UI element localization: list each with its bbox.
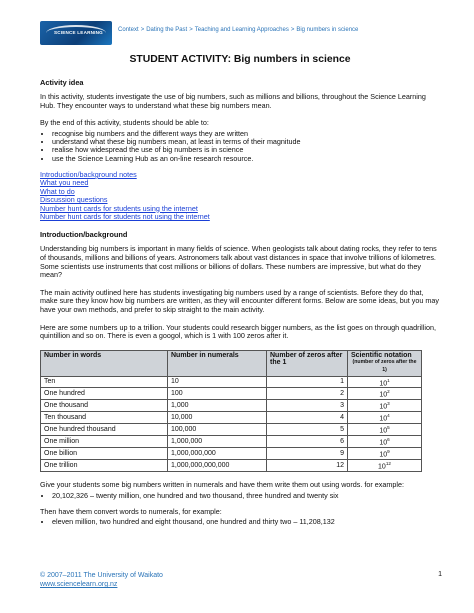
page-number: 1: [438, 571, 442, 578]
header-scientific-sublabel: (number of zeros after the 1): [352, 359, 417, 373]
sci-exponent: 4: [387, 413, 390, 419]
big-numbers-table: [40, 350, 422, 472]
sci-exponent: 2: [387, 389, 390, 395]
table-row: [41, 436, 422, 448]
cell-zeros: 4: [267, 412, 348, 424]
intro-paragraph-2: The main activity outlined here has students investigating big numbers used by a range of scientists. Before they do that, make sure they know how big numbers are written, as they will encounter different forms. Below are some ideas, but you may have your own methods, and prefer to skip straight to the main activity.: [40, 287, 439, 314]
after-table-paragraph-1: Give your students some big numbers written in numerals and have them write them out using words. for example:: [40, 479, 404, 489]
sci-base: 10: [379, 403, 388, 411]
cell-scientific: [348, 388, 422, 400]
cell-scientific: [348, 459, 422, 471]
breadcrumb-separator: >: [189, 27, 193, 33]
cell-zeros: 6: [267, 436, 348, 448]
cell-words: One thousand: [41, 400, 168, 412]
cell-zeros: 3: [267, 400, 348, 412]
objectives-intro: By the end of this activity, students should be able to:: [40, 118, 209, 128]
table-row: [41, 448, 422, 460]
table-row: [41, 424, 422, 436]
cell-zeros: 1: [267, 376, 348, 388]
header-scientific-label: Scientific notation: [351, 351, 412, 359]
cell-numerals: 1,000,000,000,000: [168, 459, 267, 471]
cell-scientific: [348, 424, 422, 436]
breadcrumb-separator: >: [290, 27, 295, 33]
link-cards-no-internet[interactable]: Number hunt cards for students not using the internet: [40, 212, 210, 221]
cell-words: One hundred: [41, 388, 168, 400]
table-row: [41, 412, 422, 424]
cell-numerals: 1,000: [168, 400, 267, 412]
cell-numerals: 100: [168, 388, 267, 400]
link-what-to-do[interactable]: What to do: [40, 186, 75, 196]
table-header-row: [41, 350, 422, 376]
after-table-paragraph-2: Then have them convert words to numerals, for example:: [40, 506, 222, 516]
link-discussion-questions[interactable]: Discussion questions: [40, 195, 108, 205]
page-footer: [40, 571, 440, 589]
cell-zeros: 5: [267, 424, 348, 436]
table-row: [41, 459, 422, 471]
intro-paragraph-3: Here are some numbers up to a trillion. Your students could research bigger numbers, as the list goes on through quadrillion, quintillion and so on. There is even a googol, which is 1 with 100 zeros after it.: [40, 322, 436, 341]
table-row: [41, 400, 422, 412]
introduction-heading: Introduction/background: [40, 230, 128, 240]
sci-exponent: 5: [387, 425, 390, 431]
example-item: • 20,102,326 – twenty million, one hundred and two thousand, three hundred and twenty six: [52, 492, 440, 500]
objective-item: • use the Science Learning Hub as an on-line research resource.: [52, 155, 440, 163]
footer-url-link[interactable]: www.sciencelearn.org.nz: [40, 581, 118, 588]
header-number-in-numerals: Number in numerals: [168, 350, 267, 376]
cell-words: Ten: [41, 376, 168, 388]
example-list-1: [40, 492, 440, 500]
header-scientific-notation: [348, 350, 422, 376]
page-title: STUDENT ACTIVITY: Big numbers in science: [129, 54, 351, 65]
cell-scientific: [348, 436, 422, 448]
cell-scientific: [348, 412, 422, 424]
link-introduction[interactable]: Introduction/background notes: [40, 169, 137, 179]
cell-scientific: [348, 376, 422, 388]
cell-scientific: [348, 448, 422, 460]
cell-zeros: 2: [267, 388, 348, 400]
table-row: [41, 388, 422, 400]
activity-idea-heading: Activity idea: [40, 78, 84, 87]
breadcrumb-separator: >: [140, 27, 145, 33]
page-header: [40, 21, 450, 45]
cell-numerals: 10,000: [168, 412, 267, 424]
sci-exponent: 9: [387, 449, 390, 455]
sci-base: 10: [378, 463, 386, 471]
cell-zeros: 12: [267, 459, 348, 471]
link-what-you-need[interactable]: What you need: [40, 178, 89, 188]
science-learning-logo[interactable]: [40, 21, 112, 45]
breadcrumb-item-approaches[interactable]: Teaching and Learning Approaches: [194, 27, 289, 33]
document-body: [40, 54, 440, 535]
logo-text: SCIENCE LEARNING: [54, 30, 103, 35]
table-row: [41, 376, 422, 388]
footer-copyright: © 2007–2011 The University of Waikato: [40, 572, 163, 579]
example-list-2: [40, 518, 440, 526]
breadcrumb-item-current[interactable]: Big numbers in science: [296, 27, 359, 33]
sci-exponent: 1: [387, 377, 390, 383]
header-number-of-zeros: Number of zeros after the 1: [267, 350, 348, 376]
breadcrumb: [118, 27, 358, 33]
objectives-list: [40, 130, 440, 163]
table-body: [41, 376, 422, 471]
cell-numerals: 1,000,000: [168, 436, 267, 448]
breadcrumb-item-context[interactable]: Context: [118, 27, 139, 33]
breadcrumb-item-dating[interactable]: Dating the Past: [146, 27, 188, 33]
cell-words: One billion: [41, 448, 168, 460]
example-item: • eleven million, two hundred and eight thousand, one hundred and thirty two – 11,208,132: [52, 518, 440, 526]
cell-numerals: 1,000,000,000: [168, 448, 267, 460]
sci-base: 10: [379, 439, 388, 447]
objective-item: • recognise big numbers and the different ways they are written: [52, 130, 440, 138]
sci-exponent: 6: [387, 437, 390, 443]
link-cards-internet[interactable]: Number hunt cards for students using the internet: [40, 203, 198, 213]
cell-scientific: [348, 400, 422, 412]
section-links: [40, 171, 440, 221]
sci-base: 10: [379, 379, 388, 387]
header-number-in-words: Number in words: [41, 350, 168, 376]
cell-words: Ten thousand: [41, 412, 168, 424]
sci-base: 10: [379, 427, 388, 435]
sci-base: 10: [379, 451, 388, 459]
activity-idea-paragraph: In this activity, students investigate the use of big numbers, such as millions and billions, throughout the Science Learning Hub. They encounter ways to understand what these big numbers mean.: [40, 92, 426, 110]
sci-exponent: 3: [387, 401, 390, 407]
cell-words: One trillion: [41, 459, 168, 471]
cell-numerals: 100,000: [168, 424, 267, 436]
cell-zeros: 9: [267, 448, 348, 460]
intro-paragraph-1: Understanding big numbers is important in many fields of science. When geologists talk about dating rocks, they refer to tens of thousands, millions and billions of years. Astronomers talk about vast distances in space that involve trillions of kilometres. Some scientists use instruments that cost millions or billions of dollars. These numbers are impressive, but what do they mean?: [40, 244, 437, 280]
cell-words: One hundred thousand: [41, 424, 168, 436]
cell-words: One million: [41, 436, 168, 448]
objective-item: • realise how widespread the use of big numbers is in science: [52, 146, 440, 154]
sci-base: 10: [379, 415, 388, 423]
cell-numerals: 10: [168, 376, 267, 388]
sci-exponent: 12: [385, 460, 391, 466]
objective-item: • understand what these big numbers mean, at least in terms of their magnitude: [52, 138, 440, 146]
sci-base: 10: [379, 391, 388, 399]
